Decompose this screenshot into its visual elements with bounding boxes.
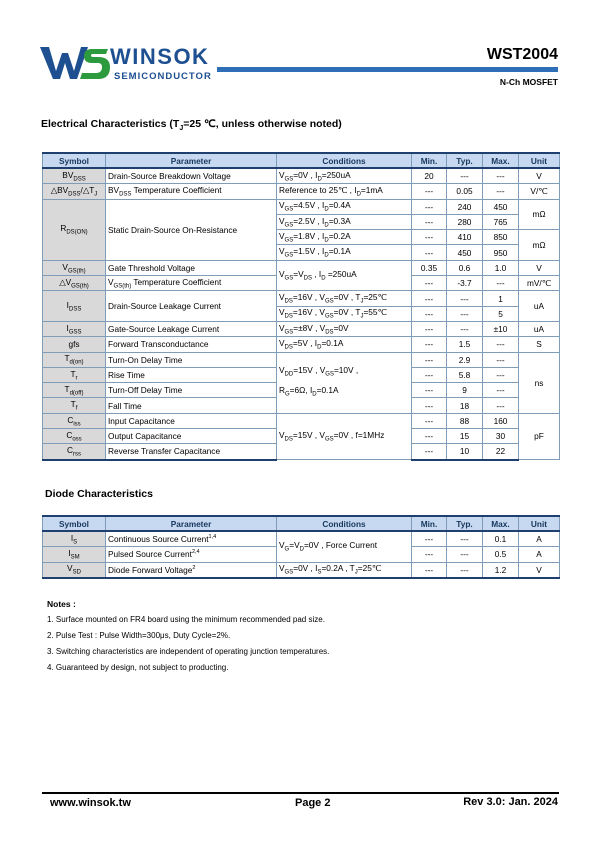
typ-cell: 9 (447, 383, 483, 398)
typ-cell: --- (447, 168, 483, 184)
column-header: Symbol (43, 516, 106, 531)
header-bar (217, 67, 558, 72)
symbol-cell: $R_{DS(ON)}$ (43, 199, 106, 260)
parameter-cell: Turn-Off Delay Time (106, 383, 277, 398)
typ-cell: -3.7 (447, 276, 483, 291)
max-cell: --- (483, 337, 519, 352)
column-header: Max. (483, 516, 519, 531)
typ-cell: 5.8 (447, 367, 483, 382)
max-cell: --- (483, 367, 519, 382)
typ-cell: 10 (447, 444, 483, 460)
symbol-cell: $I_{SM}$ (43, 547, 106, 562)
symbol-cell: $\triangle V_{GS(th)}$ (43, 276, 106, 291)
min-cell: --- (412, 352, 447, 367)
max-cell: --- (483, 168, 519, 184)
typ-cell: --- (447, 562, 483, 578)
conditions-cell: $V_{GS}=2.5V$ , $I_D=0.3A$ (277, 214, 412, 229)
min-cell: --- (412, 321, 447, 336)
min-cell: --- (412, 245, 447, 260)
notes-title: Notes : (47, 599, 76, 609)
parameter-cell: Fall Time (106, 398, 277, 413)
unit-cell: mΩ (519, 230, 560, 261)
parameter-cell: Drain-Source Leakage Current (106, 291, 277, 322)
conditions-cell: $V_{DS}=16V$ , $V_{GS}=0V$ , $T_J=25℃$ (277, 291, 412, 306)
max-cell: ±10 (483, 321, 519, 336)
column-header: Min. (412, 153, 447, 168)
diode-characteristics-table (42, 515, 560, 579)
conditions-cell: $V_{DS}=16V$ , $V_{GS}=0V$ , $T_J=55℃$ (277, 306, 412, 321)
symbol-cell: $C_{oss}$ (43, 429, 106, 444)
note-item: 3. Switching characteristics are independent of operating junction temperatures. (47, 647, 330, 656)
typ-cell: 1.5 (447, 337, 483, 352)
column-header: Max. (483, 153, 519, 168)
symbol-cell: $T_f$ (43, 398, 106, 413)
parameter-cell: $BV_{DSS}$ Temperature Coefficient (106, 184, 277, 199)
unit-cell: A (519, 547, 560, 562)
brand-subtitle: SEMICONDUCTOR (114, 71, 212, 82)
max-cell: 850 (483, 230, 519, 245)
min-cell: --- (412, 214, 447, 229)
max-cell: 450 (483, 199, 519, 214)
footer-revision: Rev 3.0: Jan. 2024 (463, 796, 558, 808)
conditions-cell: $V_{GS}=V_{DS}$ , $I_D =250uA$ (277, 260, 412, 291)
table-header-row (43, 153, 560, 168)
max-cell: 30 (483, 429, 519, 444)
conditions-cell: $V_{GS}=1.5V$ , $I_D=0.1A$ (277, 245, 412, 260)
unit-cell: pF (519, 413, 560, 459)
table-header-row (43, 516, 560, 531)
brand-name: WINSOK (110, 44, 210, 69)
column-header: Typ. (447, 153, 483, 168)
conditions-cell: $V_{GS}=0V$ , $I_D=250uA$ (277, 168, 412, 184)
parameter-cell: Forward Transconductance (106, 337, 277, 352)
min-cell: --- (412, 199, 447, 214)
conditions-cell: $V_{GS}=1.8V$ , $I_D=0.2A$ (277, 230, 412, 245)
typ-cell: 280 (447, 214, 483, 229)
max-cell: --- (483, 398, 519, 413)
max-cell: 0.5 (483, 547, 519, 562)
column-header: Typ. (447, 516, 483, 531)
table-row (43, 531, 560, 547)
min-cell: 20 (412, 168, 447, 184)
typ-cell: 0.05 (447, 184, 483, 199)
typ-cell: 240 (447, 199, 483, 214)
symbol-cell: gfs (43, 337, 106, 352)
min-cell: --- (412, 562, 447, 578)
min-cell: --- (412, 429, 447, 444)
parameter-cell: Gate-Source Leakage Current (106, 321, 277, 336)
footer-website: www.winsok.tw (50, 797, 131, 809)
table-row (43, 562, 560, 578)
typ-cell: 18 (447, 398, 483, 413)
parameter-cell: Diode Forward Voltage$^2$ (106, 562, 277, 578)
max-cell: 160 (483, 413, 519, 428)
column-header: Min. (412, 516, 447, 531)
diode-section-title: Diode Characteristics (45, 488, 153, 500)
unit-cell: mV/℃ (519, 276, 560, 291)
note-item: 4. Guaranteed by design, not subject to producting. (47, 663, 229, 672)
column-header: Unit (519, 516, 560, 531)
typ-cell: 450 (447, 245, 483, 260)
max-cell: --- (483, 276, 519, 291)
parameter-cell: Input Capacitance (106, 413, 277, 428)
symbol-cell: $V_{SD}$ (43, 562, 106, 578)
typ-cell: --- (447, 306, 483, 321)
typ-cell: --- (447, 547, 483, 562)
min-cell: --- (412, 383, 447, 398)
unit-cell: ns (519, 352, 560, 413)
min-cell: --- (412, 276, 447, 291)
unit-cell: V (519, 168, 560, 184)
max-cell: 1 (483, 291, 519, 306)
max-cell: --- (483, 383, 519, 398)
symbol-cell: $V_{GS(th)}$ (43, 260, 106, 275)
conditions-cell: $V_{GS}=\pm 8V$ , $V_{DS}=0V$ (277, 321, 412, 336)
parameter-cell: Pulsed Source Current$^{2,4}$ (106, 547, 277, 562)
unit-cell: uA (519, 291, 560, 322)
parameter-cell: $V_{GS(th)}$ Temperature Coefficient (106, 276, 277, 291)
min-cell: 0.35 (412, 260, 447, 275)
unit-cell: A (519, 531, 560, 547)
unit-cell: V (519, 562, 560, 578)
column-header: Parameter (106, 153, 277, 168)
unit-cell: V (519, 260, 560, 275)
min-cell: --- (412, 184, 447, 199)
conditions-cell: $V_{GS}=4.5V$ , $I_D=0.4A$ (277, 199, 412, 214)
conditions-cell: $V_{GS}=0V$ , $I_S=0.2A$ , $T_J=25℃$ (277, 562, 412, 578)
note-item: 1. Surface mounted on FR4 board using the minimum recommended pad size. (47, 615, 325, 624)
typ-cell: 0.6 (447, 260, 483, 275)
typ-cell: 88 (447, 413, 483, 428)
typ-cell: 15 (447, 429, 483, 444)
column-header: Conditions (277, 153, 412, 168)
typ-cell: --- (447, 321, 483, 336)
table-row (43, 413, 560, 428)
min-cell: --- (412, 547, 447, 562)
symbol-cell: $I_{DSS}$ (43, 291, 106, 322)
parameter-cell: Gate Threshold Voltage (106, 260, 277, 275)
unit-cell: S (519, 337, 560, 352)
table-row (43, 352, 560, 367)
max-cell: --- (483, 184, 519, 199)
typ-cell: 410 (447, 230, 483, 245)
unit-cell: V/℃ (519, 184, 560, 199)
parameter-cell: Reverse Transfer Capacitance (106, 444, 277, 460)
column-header: Conditions (277, 516, 412, 531)
parameter-cell: Drain-Source Breakdown Voltage (106, 168, 277, 184)
conditions-cell: $V_{DS}=15V$ , $V_{GS}=0V$ , f=1MHz (277, 413, 412, 459)
min-cell: --- (412, 398, 447, 413)
conditions-cell: $V_G=V_D=0V$ , Force Current (277, 531, 412, 562)
max-cell: 1.0 (483, 260, 519, 275)
table-row (43, 199, 560, 214)
max-cell: 1.2 (483, 562, 519, 578)
unit-cell: uA (519, 321, 560, 336)
max-cell: 950 (483, 245, 519, 260)
table-row (43, 291, 560, 306)
parameter-cell: Rise Time (106, 367, 277, 382)
note-item: 2. Pulse Test : Pulse Width=300μs, Duty Cycle=2%. (47, 631, 231, 640)
max-cell: --- (483, 352, 519, 367)
footer-page-number: Page 2 (295, 797, 331, 809)
symbol-cell: $BV_{DSS}$ (43, 168, 106, 184)
column-header: Parameter (106, 516, 277, 531)
symbol-cell: $I_{GSS}$ (43, 321, 106, 336)
min-cell: --- (412, 367, 447, 382)
min-cell: --- (412, 531, 447, 547)
min-cell: --- (412, 230, 447, 245)
column-header: Unit (519, 153, 560, 168)
unit-cell: mΩ (519, 199, 560, 230)
part-number: WST2004 (486, 46, 558, 63)
table-row (43, 168, 560, 184)
table-row (43, 337, 560, 352)
column-header: Symbol (43, 153, 106, 168)
typ-cell: 2.9 (447, 352, 483, 367)
min-cell: --- (412, 444, 447, 460)
electrical-characteristics-table (42, 152, 560, 461)
typ-cell: --- (447, 291, 483, 306)
max-cell: 0.1 (483, 531, 519, 547)
max-cell: 5 (483, 306, 519, 321)
footer-rule (42, 792, 559, 794)
min-cell: --- (412, 306, 447, 321)
parameter-cell: Continuous Source Current$^{1,4}$ (106, 531, 277, 547)
conditions-cell: Reference to 25℃ , $I_D=1mA$ (277, 184, 412, 199)
conditions-cell: $V_{DS}=5V$ , $I_D=0.1A$ (277, 337, 412, 352)
parameter-cell: Output Capacitance (106, 429, 277, 444)
table-row (43, 321, 560, 336)
symbol-cell: $T_{d(on)}$ (43, 352, 106, 367)
symbol-cell: $C_{iss}$ (43, 413, 106, 428)
electrical-section-title: Electrical Characteristics ($T_J=25$ ℃, unless otherwise noted) (41, 118, 342, 133)
min-cell: --- (412, 413, 447, 428)
symbol-cell: $\triangle BV_{DSS}/\triangle T_J$ (43, 184, 106, 199)
winsok-logo-icon (40, 45, 110, 81)
min-cell: --- (412, 291, 447, 306)
symbol-cell: $C_{rss}$ (43, 444, 106, 460)
symbol-cell: $T_r$ (43, 367, 106, 382)
symbol-cell: $I_S$ (43, 531, 106, 547)
conditions-cell: $V_{DD}=15V$ , $V_{GS}=10V$ , $R_G=6\Omega$, $I_D=0.1A$ (277, 352, 412, 413)
parameter-cell: Turn-On Delay Time (106, 352, 277, 367)
min-cell: --- (412, 337, 447, 352)
part-type: N-Ch MOSFET (499, 77, 558, 87)
table-row (43, 260, 560, 275)
max-cell: 765 (483, 214, 519, 229)
table-row (43, 184, 560, 199)
max-cell: 22 (483, 444, 519, 460)
symbol-cell: $T_{d(off)}$ (43, 383, 106, 398)
typ-cell: --- (447, 531, 483, 547)
parameter-cell: Static Drain-Source On-Resistance (106, 199, 277, 260)
